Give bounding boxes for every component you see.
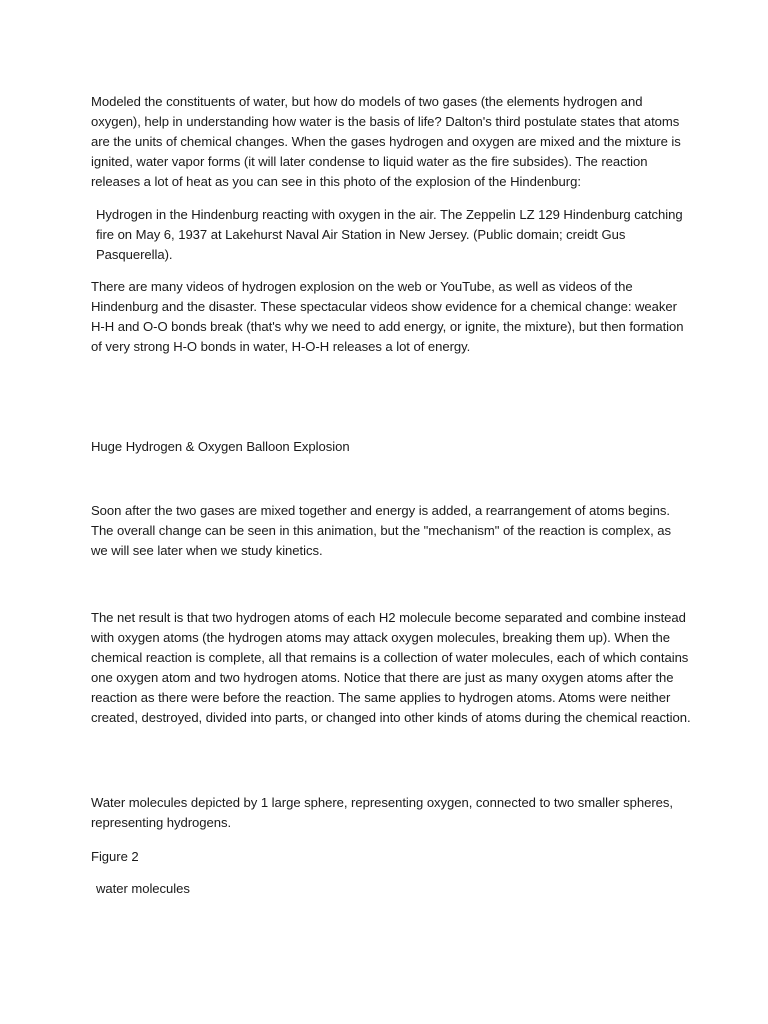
video-title: Huge Hydrogen & Oxygen Balloon Explosion xyxy=(91,439,350,454)
rearrangement-paragraph: Soon after the two gases are mixed together and energy is added, a rearrangement of atoms begins. The overall change can be seen in this animation, but the "mechanism" of the reaction is complex, as we will see later when we study kinetics. xyxy=(91,503,672,558)
figure-caption: water molecules xyxy=(96,881,190,896)
videos-paragraph: There are many videos of hydrogen explosion on the web or YouTube, as well as videos of the Hindenburg and the disaster. These spectacular videos show evidence for a chemical change: weaker H-H and O-O bonds break (that's why we need to add energy, or ignite, the mixture), but then formation of very strong H-O bonds in water, H-O-H releases a lot of energy. xyxy=(91,279,684,354)
intro-paragraph: Modeled the constituents of water, but how do models of two gases (the elements hydrogen and oxygen), help in understanding how water is the basis of life? Dalton's third postulate states that atoms are the units of chemical changes. When the gases hydrogen and oxygen are mixed and the mixture is ignited, water vapor forms (it will later condense to liquid water as the fire subsides). The reaction releases a lot of heat as you can see in this photo of the explosion of the Hindenburg: xyxy=(91,94,681,189)
hindenburg-caption: Hydrogen in the Hindenburg reacting with oxygen in the air. The Zeppelin LZ 129 Hindenburg catching fire on May 6, 1937 at Lakehurst Naval Air Station in New Jersey. (Public domain; creidt Gus Pasquerella). xyxy=(96,207,683,262)
water-molecules-paragraph: Water molecules depicted by 1 large sphere, representing oxygen, connected to two smaller spheres, representing hydrogens. xyxy=(91,795,673,830)
figure-label: Figure 2 xyxy=(91,849,139,864)
net-result-paragraph: The net result is that two hydrogen atoms of each H2 molecule become separated and combine instead with oxygen atoms (the hydrogen atoms may attack oxygen molecules, breaking them up). When the chemical reaction is complete, all that remains is a collection of water molecules, each of which contains one oxygen atom and two hydrogen atoms. Notice that there are just as many oxygen atoms after the reaction as there were before the reaction. The same applies to hydrogen atoms. Atoms were neither created, destroyed, divided into parts, or changed into other kinds of atoms during the chemical reaction. xyxy=(91,610,691,725)
